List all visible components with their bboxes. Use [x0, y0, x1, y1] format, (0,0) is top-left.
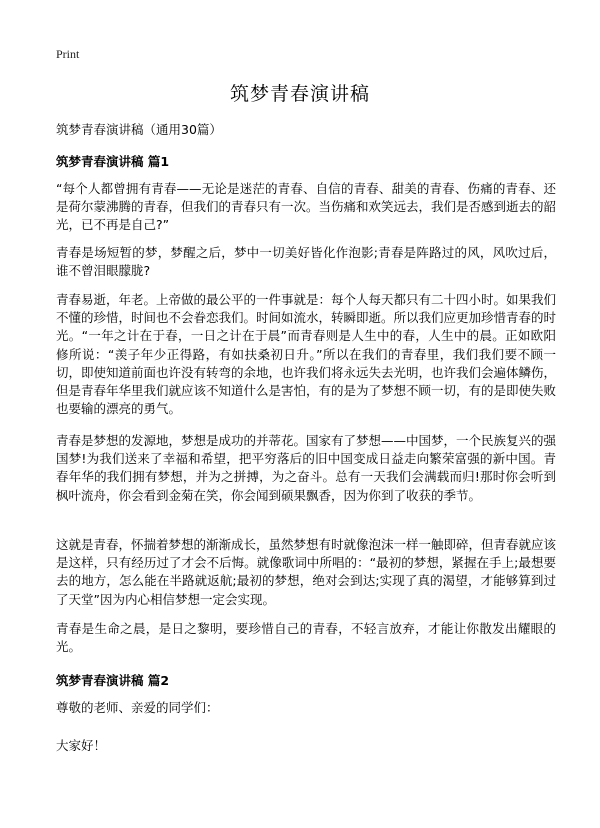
section-heading-2: 筑梦青春演讲稿 篇2 [56, 673, 170, 688]
section-heading-1: 筑梦青春演讲稿 篇1 [56, 154, 170, 169]
paragraph: 青春是生命之晨，是日之黎明，要珍惜自己的青春，不轻言放弃，才能让你散发出耀眼的光。 [56, 621, 556, 655]
page-title: 筑梦青春演讲稿 [229, 83, 370, 105]
paragraph: “每个人都曾拥有青春——无论是迷茫的青春、自信的青春、甜美的青春、伤痛的青春、还是荷尔蒙沸腾的青春，但我们的青春只有一次。当伤痛和欢笑远去，我们是否感到逝去的韶光，已不再是自己?” [56, 181, 557, 233]
paragraph: 这就是青春，怀揣着梦想的渐渐成长，虽然梦想有时就像泡沫一样一触即碎，但青春就应该是这样，只有经历过了才会不后悔。就像歌词中所唱的：“最初的梦想，紧握在手上;最想要去的地方，怎么能在半路就返航;最初的梦想，绝对会到达;实现了真的渴望，才能够算到过了天堂”因为内心相信梦想一定会实现。 [56, 537, 557, 607]
paragraph: 大家好！ [56, 738, 107, 753]
document-subtitle: 筑梦青春演讲稿（通用30篇） [56, 122, 222, 137]
paragraph: 尊敬的老师、亲爱的同学们： [56, 700, 219, 715]
paragraph: 青春易逝，年老。上帝做的最公平的一件事就是：每个人每天都只有二十四小时。如果我们不懂的珍惜，时间也不会眷恋我们。时间如流水，转瞬即逝。所以我们应更加珍惜青春的时光。“一年之计在于春，一日之计在于晨”而青春则是人生中的春，人生中的晨。正如欧阳修所说：“羡子年少正得路，有如扶桑初日升。”所以在我们的青春里，我们我们要不顾一切，即使知道前面也许没有转弯的余地，也许我们将永远失去光明，也许我们会遍体鳞伤，但是青春年华里我们就应该不知道什么是害怕，有的是为了梦想不顾一切，有的是即使失败也要输的漂亮的勇气。 [56, 292, 557, 417]
paragraph: 青春是梦想的发源地，梦想是成功的并蒂花。国家有了梦想——中国梦，一个民族复兴的强国梦!为我们送来了幸福和希望，把平穷落后的旧中国变成日益走向繁荣富强的新中国。青春年华的我们拥有梦想，并为之拼搏，为之奋斗。总有一天我们会满载而归!那时你会听到枫叶流舟，你会看到金菊在笑，你会闻到硕果飘香，因为你到了收获的季节。 [56, 433, 557, 503]
print-link[interactable]: Print [56, 47, 80, 61]
paragraph: 青春是场短暂的梦，梦醒之后，梦中一切美好皆化作泡影;青春是阵路过的风，风吹过后，谁不曾泪眼朦胧? [56, 245, 556, 279]
